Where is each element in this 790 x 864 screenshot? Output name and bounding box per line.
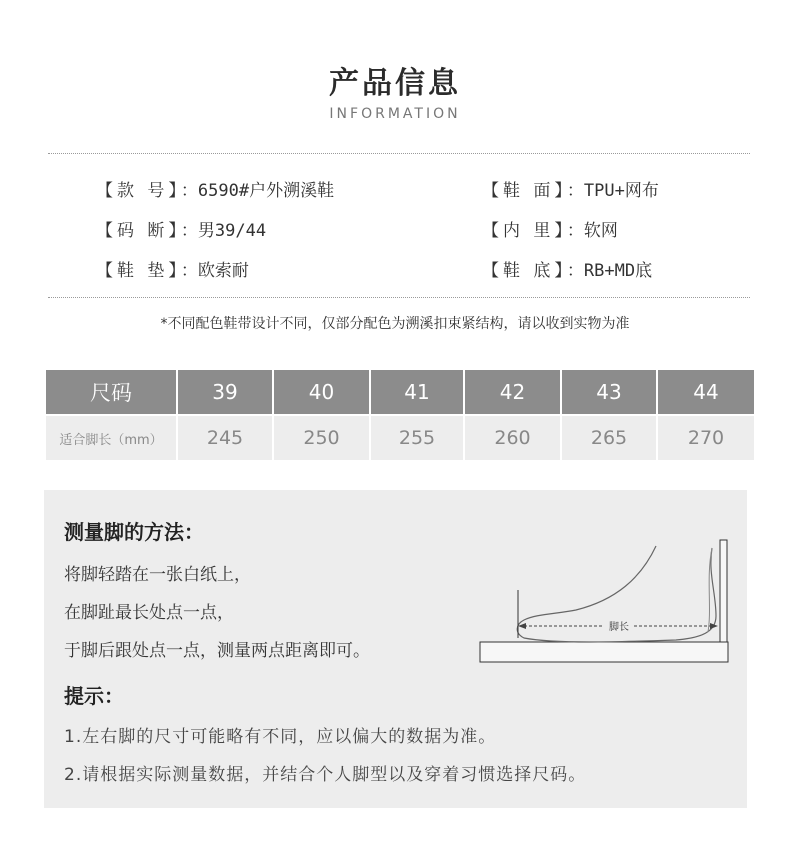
size-header-cell: 43	[561, 370, 657, 415]
size-row-cell: 245	[177, 415, 273, 460]
color-note: *不同配色鞋带设计不同，仅部分配色为溯溪扣束紧结构，请以收到实物为准	[160, 316, 630, 332]
size-header-cell: 尺码	[46, 370, 177, 415]
page-title: 产品信息	[329, 66, 461, 101]
spec-value: 软网	[583, 221, 618, 241]
size-row-cell: 255	[370, 415, 464, 460]
size-table-foot-length-row	[46, 415, 754, 460]
spec-label: 【内 里】	[482, 221, 567, 241]
spec-value: 6590#户外溯溪鞋	[197, 181, 335, 201]
divider-bottom	[48, 297, 750, 298]
spec-label: 【鞋 垫】	[96, 261, 181, 281]
size-table	[46, 370, 754, 460]
size-row-label: 适合脚长（mm）	[46, 415, 177, 460]
spec-label: 【款 号】	[96, 181, 181, 201]
spec-value: 欧索耐	[197, 261, 249, 281]
spec-value: 男39/44	[197, 221, 267, 241]
foot-measure-diagram	[476, 538, 736, 668]
floor-base	[480, 642, 728, 662]
spec-item-upper	[482, 176, 659, 201]
measure-step: 将脚轻踏在一张白纸上，	[64, 565, 251, 585]
spec-sep: ：	[566, 181, 584, 201]
spec-sep: ：	[180, 261, 198, 281]
tips-heading: 提示：	[64, 684, 124, 708]
divider-top	[48, 153, 750, 154]
spec-sep: ：	[180, 221, 198, 241]
size-row-cell: 250	[273, 415, 370, 460]
spec-value: TPU+网布	[583, 181, 659, 201]
measure-step: 在脚趾最长处点一点，	[64, 603, 234, 623]
spec-sep: ：	[566, 221, 584, 241]
page-subtitle: INFORMATION	[329, 106, 461, 122]
tip-item: 2.请根据实际测量数据，并结合个人脚型以及穿着习惯选择尺码。	[64, 765, 587, 785]
spec-item-size-range	[96, 216, 266, 241]
spec-item-style-no	[96, 176, 334, 201]
spec-item-outsole	[482, 256, 652, 281]
measure-heading: 测量脚的方法：	[64, 520, 204, 544]
size-row-cell: 265	[561, 415, 657, 460]
spec-label: 【鞋 面】	[482, 181, 567, 201]
spec-sep: ：	[180, 181, 198, 201]
spec-label: 【码 断】	[96, 221, 181, 241]
spec-item-lining	[482, 216, 618, 241]
measure-step: 于脚后跟处点一点，测量两点距离即可。	[64, 641, 370, 661]
spec-sep: ：	[566, 261, 584, 281]
spec-label: 【鞋 底】	[482, 261, 567, 281]
length-label: 脚长	[609, 622, 629, 633]
size-header-cell: 40	[273, 370, 370, 415]
spec-item-insole	[96, 256, 249, 281]
size-header-cell: 39	[177, 370, 273, 415]
tip-item: 1.左右脚的尺寸可能略有不同，应以偏大的数据为准。	[64, 727, 497, 747]
size-header-cell: 41	[370, 370, 464, 415]
size-row-cell: 260	[464, 415, 561, 460]
size-row-cell: 270	[657, 415, 754, 460]
wall	[720, 540, 727, 642]
size-header-cell: 44	[657, 370, 754, 415]
size-table-header-row	[46, 370, 754, 415]
size-header-cell: 42	[464, 370, 561, 415]
spec-value: RB+MD底	[583, 261, 653, 281]
